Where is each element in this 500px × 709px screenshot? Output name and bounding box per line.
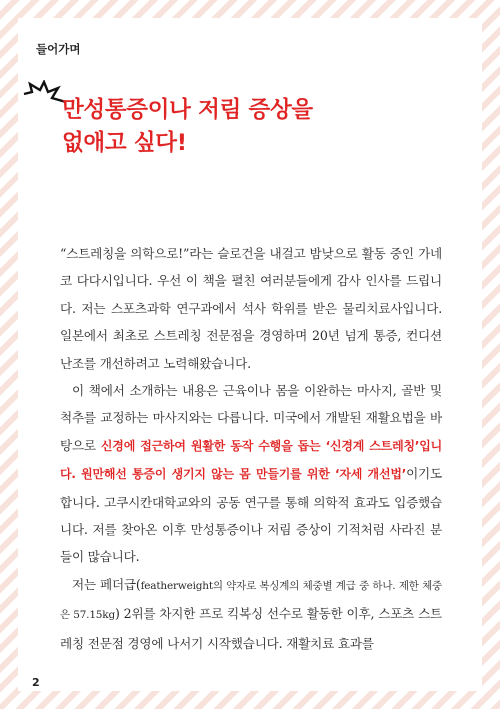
paragraph-2 (60, 377, 442, 571)
paragraph-3-part-1: 저는 페더급( (72, 576, 141, 592)
paragraph-2-part-2: 이기도 합니다. 고쿠시칸대학교와의 공동 연구를 통해 의학적 효과도 입증했습니다. 저를 찾아온 이후 만성통증이나 저림 증상이 기적처럼 사라진 분들이 많습니다. (60, 466, 442, 565)
paragraph-3 (60, 571, 442, 657)
paragraph-2-part-1: 이 책에서 소개하는 내용은 근육이나 몸을 이완하는 마사지, 골반 및 척추를 교정하는 마사지와는 다릅니다. 미국에서 개발된 재활요법을 바탕으로 (60, 383, 442, 453)
paragraph-2-highlight: 신경에 접근하여 원활한 동작 수행을 돕는 ‘신경계 스트레칭’입니다. 원만해선 통증이 생기지 않는 몸 만들기를 위한 ‘자세 개선법’ (60, 438, 443, 482)
headline-line-1: 만성통증이나 저림 증상을 (62, 97, 313, 123)
paragraph-3-part-2: ) 2위를 차지한 프로 킥복싱 선수로 활동한 이후, 스포츠 스트레칭 전문점 경영에 나서기 시작했습니다. 재활치료 효과를 (60, 606, 442, 651)
headline-line-2: 없애고 싶다! (62, 130, 187, 156)
chapter-label: 들어가며 (36, 42, 81, 56)
paragraph-1: “스트레칭을 의학으로!”라는 슬로건을 내걸고 밤낮으로 활동 중인 가네코 다다시입니다. 우선 이 책을 펼친 여러분들에게 감사 인사를 드립니다. 저는 스포츠과학 연구과에서 석사 학위를 받은 물리치료사입니다. 일본에서 최초로 스트레칭 전문점을 경영하며 20년 넘게 통증, 컨디션 난조를 개선하려고 노력해왔습니다. (60, 246, 442, 371)
headline (62, 94, 482, 160)
body-text (60, 240, 442, 657)
paragraph-3-footnote: featherweight의 약자로 복싱계의 체중별 계급 중 하나. 제한 체중은 57.15kg (60, 579, 442, 622)
page-number: 2 (32, 676, 40, 689)
